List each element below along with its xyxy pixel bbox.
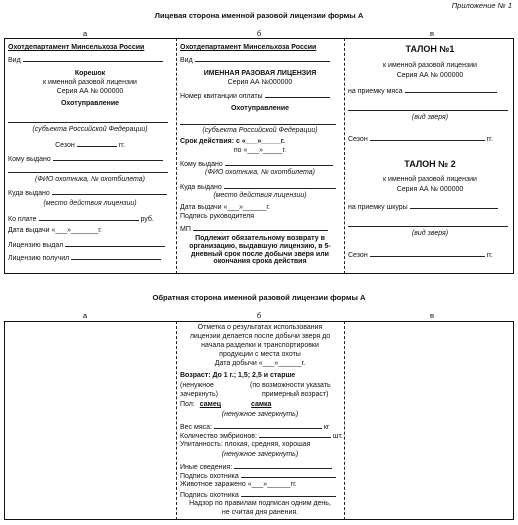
stub-kind-field[interactable] bbox=[23, 55, 163, 62]
back-hunter-sig-label: Подпись охотника bbox=[180, 473, 239, 480]
back-line-3: начала разделки и транспортировки bbox=[201, 342, 319, 349]
talon1-season-label: Сезон bbox=[348, 136, 368, 143]
back-age-note-left: (ненужное bbox=[180, 382, 214, 389]
stub-subject-field[interactable] bbox=[8, 116, 168, 123]
stub-title: Корешок bbox=[74, 70, 106, 77]
back-strike-note-2: (ненужное зачеркнуть) bbox=[221, 451, 299, 458]
license-where-label: Куда выдано bbox=[180, 184, 222, 191]
talon1-meat-field[interactable] bbox=[405, 86, 497, 93]
back-line-2: лицензии делается после добычи зверя до bbox=[189, 333, 331, 340]
license-issued-to-label: Кому выдано bbox=[180, 161, 223, 168]
back-col-letter-b: б bbox=[256, 311, 262, 320]
talon1-animal-field[interactable] bbox=[348, 104, 508, 111]
license-title: ИМЕННАЯ РАЗОВАЯ ЛИЦЕНЗИЯ bbox=[203, 70, 317, 77]
talon1-series: Серия АА № 000000 bbox=[396, 72, 464, 79]
back-meat-field[interactable] bbox=[214, 422, 322, 429]
back-other-label: Иные сведения: bbox=[180, 464, 233, 471]
stub-hunt-admin: Охотуправление bbox=[60, 100, 120, 107]
license-mp-field[interactable] bbox=[193, 224, 328, 231]
back-sex-label: Пол: bbox=[180, 401, 195, 408]
stub-fee-field[interactable] bbox=[39, 214, 139, 221]
back-sex-male[interactable]: самец bbox=[199, 401, 222, 408]
back-meat-label: Вес мяса: bbox=[180, 424, 212, 431]
talon2-animal-field[interactable] bbox=[348, 220, 508, 227]
back-embryos-unit: шт. bbox=[332, 433, 343, 440]
license-dept: Охотдепартамент Минсельхоза России bbox=[180, 44, 317, 51]
back-footer-2: не считая дня ранения. bbox=[221, 509, 299, 516]
stub-series: Серия АА № 000000 bbox=[56, 88, 124, 95]
back-fatness[interactable]: Упитанность: плохая, средняя, хорошая bbox=[180, 441, 311, 448]
license-mp: МП bbox=[180, 226, 191, 233]
talon2-series: Серия АА № 000000 bbox=[396, 186, 464, 193]
front-divider-2 bbox=[344, 38, 345, 274]
appendix-label: Приложение № 1 bbox=[451, 1, 512, 10]
talon2-skin-label: на приемку шкуры bbox=[348, 204, 408, 211]
col-letter-b: б bbox=[256, 29, 262, 38]
license-hunt-admin: Охотуправление bbox=[230, 105, 290, 112]
stub-season-field[interactable] bbox=[77, 140, 117, 147]
stub-fee-label: Ко плате bbox=[8, 216, 37, 223]
back-strike-note: (ненужное зачеркнуть) bbox=[221, 411, 299, 418]
talon2-animal-caption: (вид зверя) bbox=[411, 230, 449, 237]
col-letter-a: а bbox=[82, 29, 88, 38]
talon1-season-year: гг. bbox=[486, 136, 493, 143]
license-subject-field[interactable] bbox=[180, 118, 336, 125]
talon2-season-label: Сезон bbox=[348, 252, 368, 259]
back-kill-date[interactable]: Дата добычи «___»______г. bbox=[214, 360, 306, 367]
back-col-letter-v: в bbox=[429, 311, 435, 320]
stub-issued-by-field[interactable] bbox=[65, 240, 165, 247]
back-embryos-field[interactable] bbox=[259, 431, 331, 438]
back-divider-2 bbox=[344, 321, 345, 520]
stub-where-label: Куда выдано bbox=[8, 190, 50, 197]
stub-subtitle: к именной разовой лицензии bbox=[43, 79, 137, 86]
back-col-letter-a: а bbox=[82, 311, 88, 320]
back-age[interactable]: Возраст: До 1 г.; 1,5; 2,5 и старше bbox=[180, 372, 296, 379]
talon1-meat-label: на приемку мяса bbox=[348, 88, 403, 95]
back-age-note-right2: примерный возраст) bbox=[262, 391, 329, 398]
back-hunter-sig-field[interactable] bbox=[241, 471, 336, 478]
front-title: Лицевая сторона именной разовой лицензии формы А bbox=[154, 11, 364, 20]
stub-received-by-field[interactable] bbox=[71, 253, 161, 260]
front-divider-1 bbox=[176, 38, 177, 274]
stub-fio-field[interactable] bbox=[8, 166, 168, 173]
license-kind-label: Вид bbox=[180, 57, 193, 64]
license-validity[interactable]: Срок действия: с «___»_____г. bbox=[180, 138, 285, 145]
talon2-season-year: гг. bbox=[486, 252, 493, 259]
license-receipt-field[interactable] bbox=[265, 91, 330, 98]
back-meat-unit: кг bbox=[323, 424, 330, 431]
talon1-sub: к именной разовой лицензии bbox=[383, 62, 477, 69]
stub-where-field[interactable] bbox=[52, 188, 167, 195]
stub-column bbox=[8, 42, 172, 272]
stub-issued-to-field[interactable] bbox=[53, 154, 163, 161]
stub-subject-caption: (субъекта Российской Федерации) bbox=[32, 126, 148, 133]
back-hunter-sig2-field[interactable] bbox=[241, 490, 336, 497]
talon-column bbox=[348, 42, 512, 272]
license-validity-to[interactable]: по «___»_____г. bbox=[233, 147, 287, 154]
stub-date-issued[interactable]: Дата выдачи «___»_______г. bbox=[8, 227, 102, 234]
back-other-field[interactable] bbox=[234, 462, 332, 469]
license-where-field[interactable] bbox=[224, 182, 336, 189]
back-line-4: продукции с места охоты bbox=[219, 351, 301, 358]
back-footer-1: Надзор по правилам подписан одним день, bbox=[189, 500, 331, 507]
stub-kind-label: Вид bbox=[8, 57, 21, 64]
license-issued-to-field[interactable] bbox=[225, 159, 333, 166]
stub-issued-by-label: Лицензию выдал bbox=[8, 242, 64, 249]
license-kind-field[interactable] bbox=[195, 55, 330, 62]
back-results-column bbox=[180, 324, 343, 518]
back-divider-1 bbox=[176, 321, 177, 520]
talon2-season-field[interactable] bbox=[370, 250, 485, 257]
back-title: Обратная сторона именной разовой лицензии формы А bbox=[152, 293, 366, 302]
talon2-skin-field[interactable] bbox=[410, 202, 498, 209]
back-sex-female[interactable]: самка bbox=[250, 401, 272, 408]
talon1-title: ТАЛОН №1 bbox=[405, 44, 455, 54]
stub-fio-caption: (ФИО охотника, № охотбилета) bbox=[35, 176, 145, 183]
license-subject-caption: (субъекта Российской Федерации) bbox=[202, 127, 318, 134]
stub-received-by-label: Лицензию получил bbox=[8, 255, 70, 262]
stub-fee-unit: руб. bbox=[140, 216, 154, 223]
talon1-season-field[interactable] bbox=[370, 134, 485, 141]
back-age-note-right: (по возможности указать bbox=[250, 382, 331, 389]
stub-season-label: Сезон bbox=[55, 142, 75, 149]
stub-dept: Охотдепартамент Минсельхоза России bbox=[8, 44, 145, 51]
license-column bbox=[180, 42, 340, 272]
talon2-title: ТАЛОН № 2 bbox=[404, 159, 456, 169]
back-embryos-label: Количество эмбрионов: bbox=[180, 433, 257, 440]
license-series: Серия АА №000000 bbox=[227, 79, 293, 86]
back-line-1: Отметка о результатах использования bbox=[197, 324, 323, 331]
talon1-animal-caption: (вид зверя) bbox=[411, 114, 449, 121]
license-place-caption: (место действия лицензии) bbox=[213, 192, 307, 199]
license-signature: Подпись руководителя bbox=[180, 213, 255, 220]
back-infected[interactable]: Животное заражено «___»______гг. bbox=[180, 481, 297, 488]
col-letter-v: в bbox=[429, 29, 435, 38]
talon2-sub: к именной разовой лицензии bbox=[383, 176, 477, 183]
license-receipt-label: Номер квитанции оплаты bbox=[180, 93, 263, 100]
back-hunter-sig2-label: Подпись охотника bbox=[180, 492, 239, 499]
license-fio-caption: (ФИО охотника, № охотбилета) bbox=[205, 169, 315, 176]
license-notice: Подлежит обязательному возврату в организацию, выдавшую лицензию, в 5-дневный срок после добычи зверя или окончания срока действия bbox=[189, 235, 331, 266]
stub-issued-to-label: Кому выдано bbox=[8, 156, 51, 163]
stub-place-caption: (место действия лицензии) bbox=[43, 200, 137, 207]
license-date-issued[interactable]: Дата выдачи «___»______г. bbox=[180, 204, 270, 211]
back-age-note-left2: зачеркнуть) bbox=[180, 391, 218, 398]
stub-season-year: гг. bbox=[118, 142, 125, 149]
